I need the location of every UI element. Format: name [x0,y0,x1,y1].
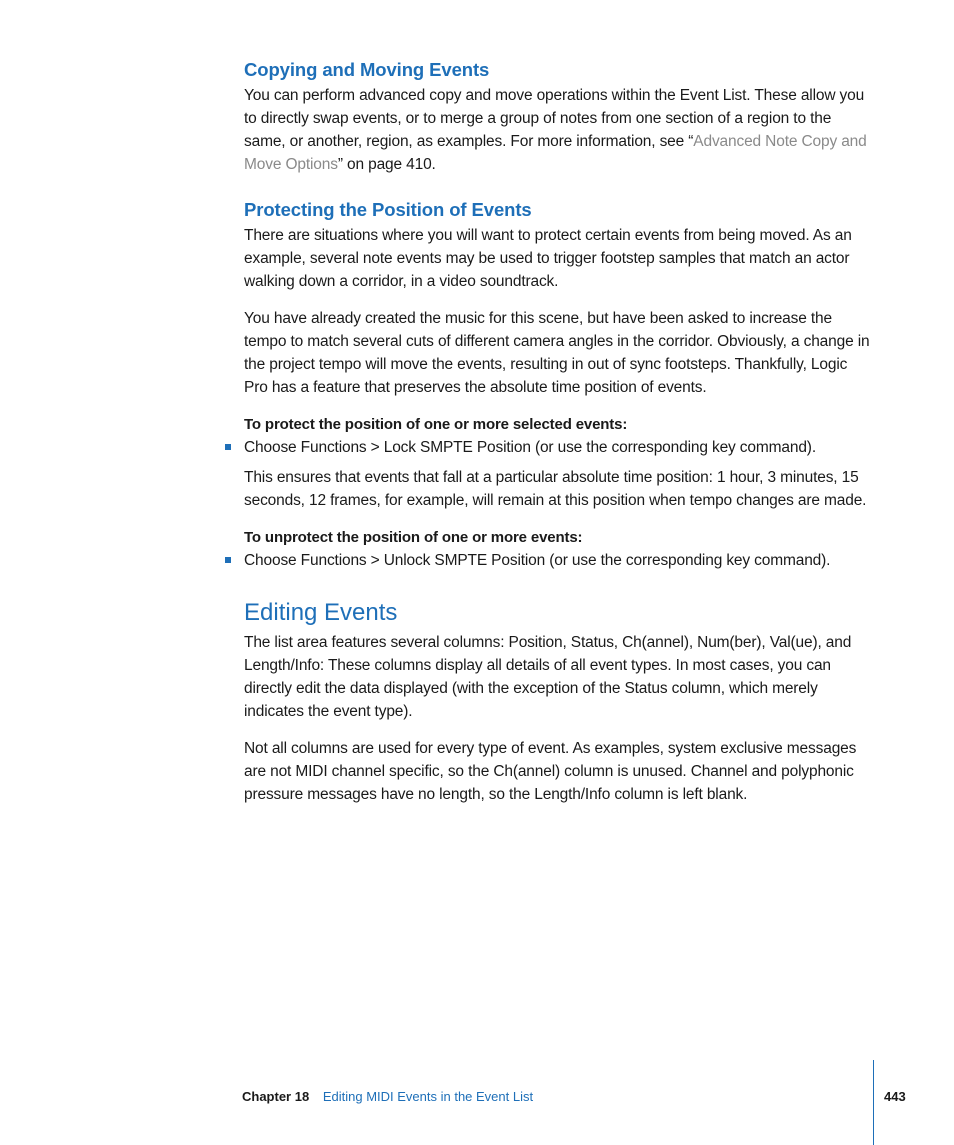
task-protect-note: This ensures that events that fall at a particular absolute time position: 1 hour, 3 minutes, 15 seconds, 12 frames, for example, will remain at this position when tempo changes are made. [244,469,867,509]
heading-protecting-position: Protecting the Position of Events [244,199,532,220]
protecting-paragraph-1: There are situations where you will want to protect certain events from being moved. As an example, several note events may be used to trigger footstep samples that match an actor walking down a corridor, in a video soundtrack. [244,227,852,290]
footer-chapter-title: Editing MIDI Events in the Event List [322,1089,534,1104]
editing-paragraph-1: The list area features several columns: Position, Status, Ch(annel), Num(ber), Val(ue), and Length/Info: These columns display all details of all event types. In most cases, you can directly edit the data displayed (with the exception of the Status column, which merely indicates the event type). [244,634,852,720]
task-protect-title: To protect the position of one or more selected events: [244,416,628,433]
task-unprotect-step-text: Choose Functions > Unlock SMPTE Position (or use the corresponding key command). [244,552,831,569]
footer-divider [873,1060,874,1145]
square-bullet-icon [225,444,231,450]
page-number: 443 [884,1089,906,1104]
editing-paragraph-2: Not all columns are used for every type of event. As examples, system exclusive messages are not MIDI channel specific, so the Ch(annel) column is unused. Channel and polyphonic pressure messages have no length, so the Length/Info column is left blank. [244,740,857,803]
heading-editing-events: Editing Events [244,599,398,626]
task-unprotect-title: To unprotect the position of one or more events: [244,529,583,546]
footer-chapter: Chapter 18 [242,1089,310,1104]
task-unprotect-step [244,549,874,572]
protecting-paragraph-2: You have already created the music for this scene, but have been asked to increase the tempo to match several cuts of different camera angles in the corridor. Obviously, a change in the project tempo will move the events, resulting in out of sync footsteps. Thankfully, Logic Pro has a feature that preserves the absolute time position of events. [244,310,870,396]
advanced-note-copy-link[interactable]: Advanced Note Copy and Move Options [244,133,867,173]
task-protect-step [244,436,874,459]
page-content [244,58,874,806]
page-footer [242,1088,533,1106]
task-protect-step-text: Choose Functions > Lock SMPTE Position (or use the corresponding key command). [244,439,816,456]
square-bullet-icon [225,557,231,563]
heading-copying-moving: Copying and Moving Events [244,59,490,80]
copying-text-after: ” on page 410. [337,156,436,173]
copying-paragraph [244,84,874,176]
copying-text-before: You can perform advanced copy and move operations within the Event List. These allow you to directly swap events, or to merge a group of notes from one section of a region to the same, or another, region, as examples. For more information, see “ [244,87,865,150]
